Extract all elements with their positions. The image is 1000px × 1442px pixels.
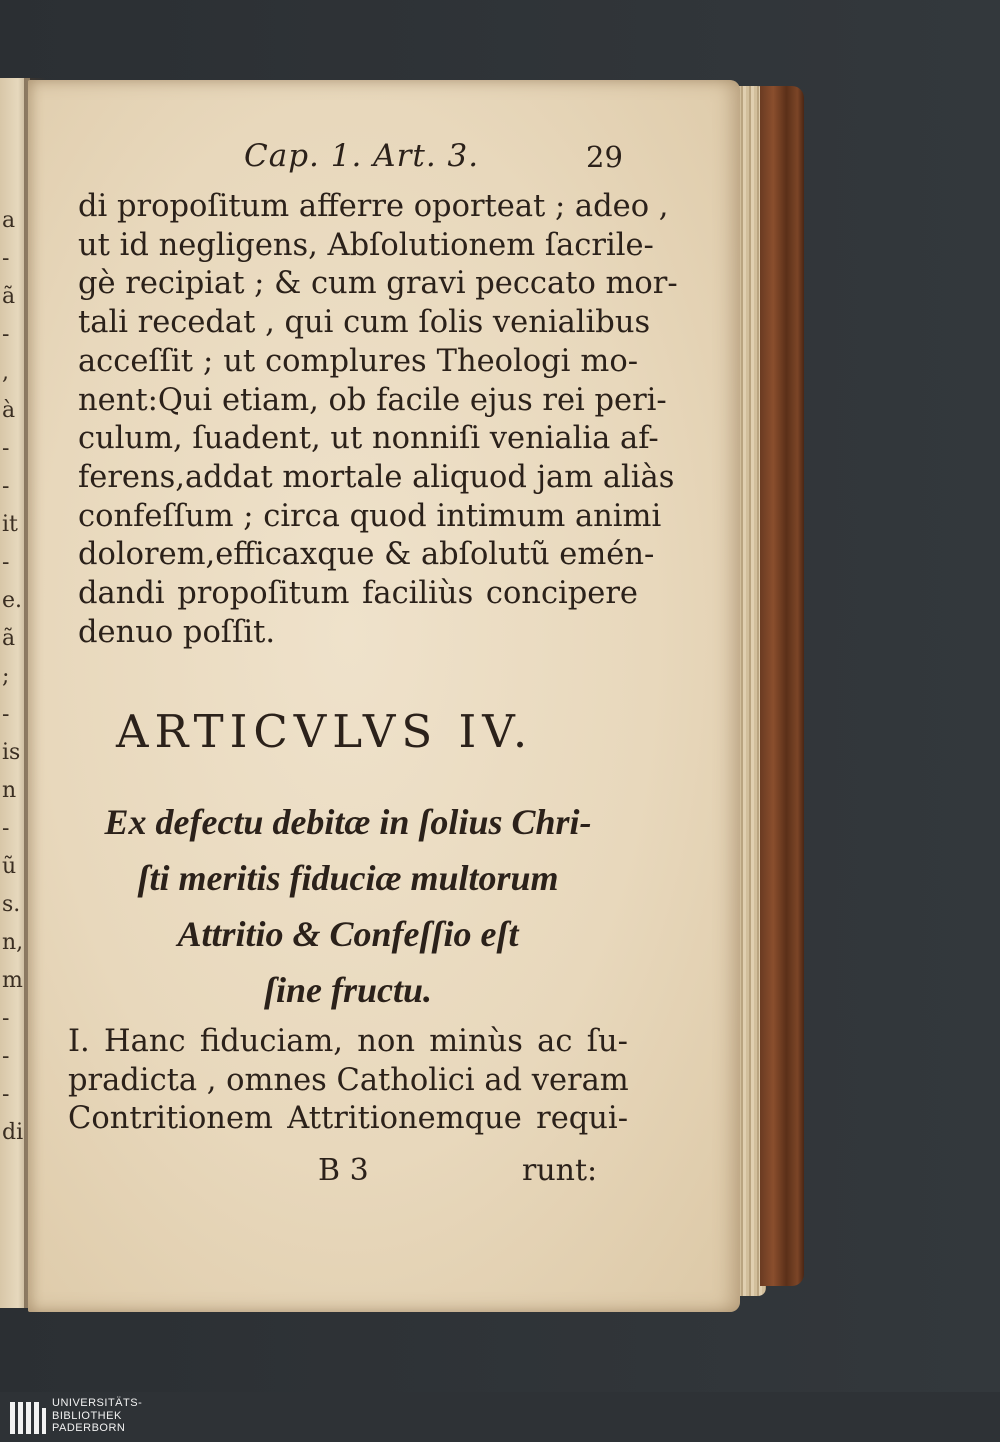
previous-page-fragment: - (2, 702, 10, 727)
previous-page-fragment: ; (2, 664, 10, 689)
paragraph-one (68, 1023, 628, 1139)
page-text-block (28, 80, 740, 1312)
text-line: ut id negligens, Abſolutionem ſacrile- (78, 227, 654, 263)
running-head: Cap. 1. Art. 3. (244, 138, 480, 174)
subtitle-line: Attritio & Confeſſio eſt (177, 914, 519, 954)
previous-page-fragment: - (2, 322, 10, 347)
text-line: pradicta , omnes Catholici ad veram (68, 1062, 629, 1098)
book-page (28, 80, 740, 1312)
text-line: denuo poſſit. (78, 614, 276, 650)
text-line: Contritionem Attritionemque requi- (68, 1101, 628, 1136)
logo-line: PADERBORN (52, 1422, 126, 1434)
text-line: tali recedat , qui cum ſolis venialibus (78, 305, 651, 341)
previous-page-fragment: - (2, 550, 10, 575)
body-paragraph (78, 188, 678, 652)
previous-page-fragment: - (2, 474, 10, 499)
previous-page-fragment: di (2, 1120, 24, 1145)
previous-page-fragment: - (2, 1082, 10, 1107)
previous-page-fragment: ã (2, 626, 16, 651)
previous-page-fragment: - (2, 816, 10, 841)
previous-page-fragment: - (2, 246, 10, 271)
previous-page-fragment: - (2, 1044, 10, 1069)
leather-cover (760, 86, 804, 1286)
library-logo-text (52, 1397, 142, 1435)
previous-page-fragment: à (2, 398, 16, 423)
previous-page-fragment: a (2, 208, 16, 233)
logo-line: UNIVERSITÄTS- (52, 1397, 143, 1409)
previous-page-fragment: is (2, 740, 21, 765)
subtitle-line: ſine fructu. (263, 970, 432, 1010)
previous-page-fragment: - (2, 436, 10, 461)
subtitle-line: Ex defectu debitæ in ſolius Chri- (104, 802, 592, 842)
library-logo-icon (8, 1398, 48, 1438)
previous-page-fragment: ã (2, 284, 16, 309)
footer-bar (0, 1392, 1000, 1442)
logo-line: BIBLIOTHEK (52, 1409, 122, 1422)
text-line: ferens,addat mortale aliquod jam aliàs (78, 459, 675, 495)
catchword: runt: (522, 1153, 598, 1188)
page-number: 29 (586, 140, 623, 174)
previous-page-fragment: m (2, 968, 23, 993)
text-line: I. Hanc fiduciam, non minùs ac ſu- (68, 1024, 628, 1059)
text-line: dandi propoſitum faciliùs concipere (78, 576, 638, 612)
text-line: culum, ſuadent, ut nonniſi venialia af- (78, 421, 659, 457)
previous-page-fragment: it (2, 512, 18, 537)
subtitle-line: ſti meritis fiduciæ multorum (137, 858, 559, 898)
previous-page-fragment: e. (2, 588, 23, 613)
text-line: gè recipiat ; & cum gravi peccato mor- (78, 266, 678, 302)
previous-page-fragment: n (2, 778, 17, 803)
previous-page-fragment: - (2, 1006, 10, 1031)
article-subtitle (68, 794, 628, 1018)
text-line: confeſſum ; circa quod intimum animi (78, 498, 662, 534)
text-line: acceſſit ; ut complures Theologi mo- (78, 343, 638, 379)
previous-page-fragment: n, (2, 930, 24, 955)
article-heading: ARTICVLVS IV. (116, 705, 534, 758)
text-line: di propoſitum afferre oporteat ; adeo , (78, 189, 669, 224)
previous-page-fragment: ũ (2, 854, 17, 879)
previous-page-fragment: s. (2, 892, 21, 917)
text-line: nent:Qui etiam, ob facile ejus rei peri- (78, 382, 667, 418)
signature-mark: B 3 (318, 1153, 369, 1188)
previous-page-fragment: , (2, 360, 9, 385)
text-line: dolorem,efficaxque & abſolutũ emén- (78, 537, 655, 573)
